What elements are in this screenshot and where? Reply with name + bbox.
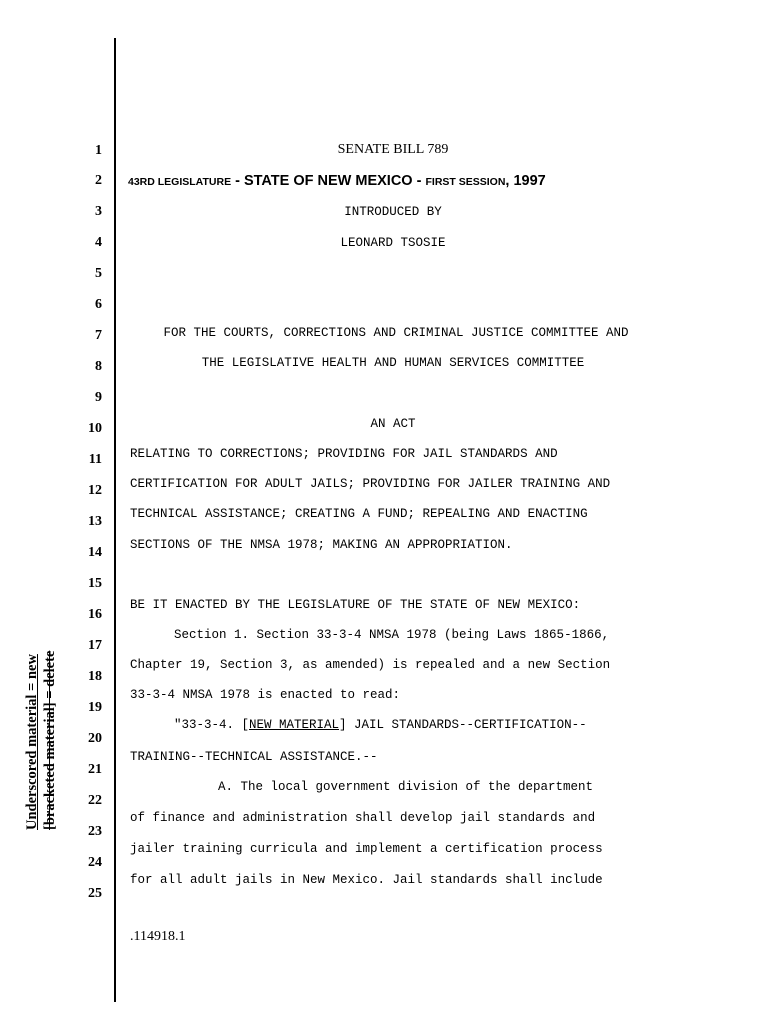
section-heading-post: ] JAIL STANDARDS--CERTIFICATION-- <box>339 718 587 732</box>
act-line-3: TECHNICAL ASSISTANCE; CREATING A FUND; REPEALING AND ENACTING <box>130 507 588 521</box>
line-number-23: 23 <box>88 824 102 839</box>
line-number-10: 10 <box>88 421 102 436</box>
enacting-clause: BE IT ENACTED BY THE LEGISLATURE OF THE STATE OF NEW MEXICO: <box>130 598 581 612</box>
line-number-17: 17 <box>88 638 102 653</box>
act-line-1: RELATING TO CORRECTIONS; PROVIDING FOR JAIL STANDARDS AND <box>130 447 558 461</box>
new-material-tag: NEW MATERIAL <box>249 718 340 732</box>
line-number-8: 8 <box>95 359 102 374</box>
section-heading <box>174 718 587 732</box>
line-number-14: 14 <box>88 545 102 560</box>
act-title: AN ACT <box>370 417 416 431</box>
legislature-part1: 43RD LEGISLATURE <box>128 176 232 188</box>
line-number-6: 6 <box>95 297 102 312</box>
legislature-part2: - STATE OF NEW MEXICO - <box>231 173 426 189</box>
paragraph-a-line-3: jailer training curricula and implement a certification process <box>130 842 603 856</box>
line-number-15: 15 <box>88 576 102 591</box>
line-number-21: 21 <box>88 762 102 777</box>
line-number-19: 19 <box>88 700 102 715</box>
line-number-9: 9 <box>95 390 102 405</box>
sponsor-name: LEONARD TSOSIE <box>340 236 446 250</box>
line-number-25: 25 <box>88 886 102 901</box>
legend-underscored: Underscored material = new <box>24 654 40 830</box>
act-line-4: SECTIONS OF THE NMSA 1978; MAKING AN APPROPRIATION. <box>130 538 513 552</box>
line-number-2: 2 <box>95 173 102 188</box>
line-number-16: 16 <box>88 607 102 622</box>
line-number-4: 4 <box>95 235 102 250</box>
legislature-part4: , 1997 <box>505 173 546 189</box>
line-number-24: 24 <box>88 855 102 870</box>
section1-line-1: Section 1. Section 33-3-4 NMSA 1978 (being Laws 1865-1866, <box>174 628 610 642</box>
legislature-part3: FIRST SESSION <box>425 176 506 188</box>
paragraph-a-line-1: A. The local government division of the department <box>218 780 594 794</box>
legislature-heading <box>128 172 546 190</box>
section-heading-pre: "33-3-4. [ <box>174 718 250 732</box>
committee-line-2: THE LEGISLATIVE HEALTH AND HUMAN SERVICES COMMITTEE <box>201 356 585 370</box>
line-number-12: 12 <box>88 483 102 498</box>
paragraph-a-line-4: for all adult jails in New Mexico. Jail standards shall include <box>130 873 603 887</box>
committee-line-1: FOR THE COURTS, CORRECTIONS AND CRIMINAL JUSTICE COMMITTEE AND <box>163 326 629 340</box>
introduced-by: INTRODUCED BY <box>344 205 442 219</box>
line-number-18: 18 <box>88 669 102 684</box>
line-number-22: 22 <box>88 793 102 808</box>
line-number-13: 13 <box>88 514 102 529</box>
document-number: .114918.1 <box>130 929 186 944</box>
line-number-20: 20 <box>88 731 102 746</box>
act-line-2: CERTIFICATION FOR ADULT JAILS; PROVIDING FOR JAILER TRAINING AND <box>130 477 611 491</box>
line-number-5: 5 <box>95 266 102 281</box>
margin-rule <box>114 38 116 1002</box>
line-number-1: 1 <box>95 143 102 158</box>
line-number-7: 7 <box>95 328 102 343</box>
paragraph-a-line-2: of finance and administration shall develop jail standards and <box>130 811 596 825</box>
section1-line-3: 33-3-4 NMSA 1978 is enacted to read: <box>130 688 401 702</box>
section1-line-2: Chapter 19, Section 3, as amended) is repealed and a new Section <box>130 658 611 672</box>
section-heading-line-2: TRAINING--TECHNICAL ASSISTANCE.-- <box>130 750 378 764</box>
line-number-11: 11 <box>88 452 102 467</box>
bill-title: SENATE BILL 789 <box>337 142 449 157</box>
line-number-3: 3 <box>95 204 102 219</box>
legend-bracketed: [bracketed material] = delete <box>42 650 58 830</box>
